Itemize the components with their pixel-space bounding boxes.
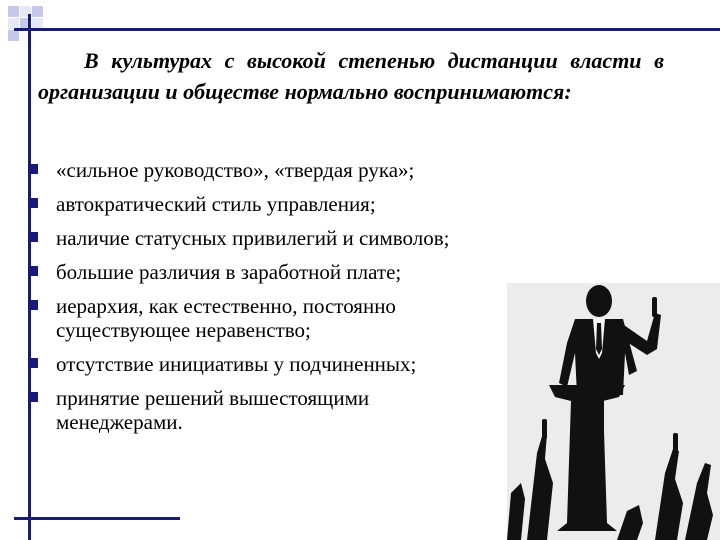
bullet-text: большие различия в заработной плате; — [56, 260, 402, 284]
bullet-text: наличие статусных привилегий и символов; — [56, 226, 450, 250]
square-bullet-icon — [28, 266, 38, 276]
bullet-text: принятие решений вышестоящими менеджерами. — [56, 386, 370, 434]
square-bullet-icon — [28, 358, 38, 368]
square-bullet-icon — [28, 300, 38, 310]
bullet-text: «сильное руководство», «твердая рука»; — [56, 158, 415, 182]
bullet-text: отсутствие инициативы у подчиненных; — [56, 352, 417, 376]
top-rule — [14, 28, 720, 31]
slide-heading: В культурах с высокой степенью дистанции власти в организации и обществе нормально воспринимаются: — [38, 48, 664, 104]
bullet-text: автократический стиль управления; — [56, 192, 376, 216]
bullet-item — [28, 260, 628, 284]
square-bullet-icon — [28, 392, 38, 402]
square-bullet-icon — [28, 232, 38, 242]
bottom-rule — [14, 517, 180, 520]
bullet-text: иерархия, как естественно, постоянно существующее неравенство; — [56, 294, 396, 342]
bullet-item — [28, 294, 496, 342]
square-bullet-icon — [28, 164, 38, 174]
bullet-item — [28, 226, 628, 250]
bullet-item — [28, 386, 496, 434]
decorative-checker-squares — [8, 6, 43, 41]
square-bullet-icon — [28, 198, 38, 208]
bullet-item — [28, 158, 628, 182]
speaker-silhouette-image — [507, 283, 720, 540]
bullet-item — [28, 192, 628, 216]
